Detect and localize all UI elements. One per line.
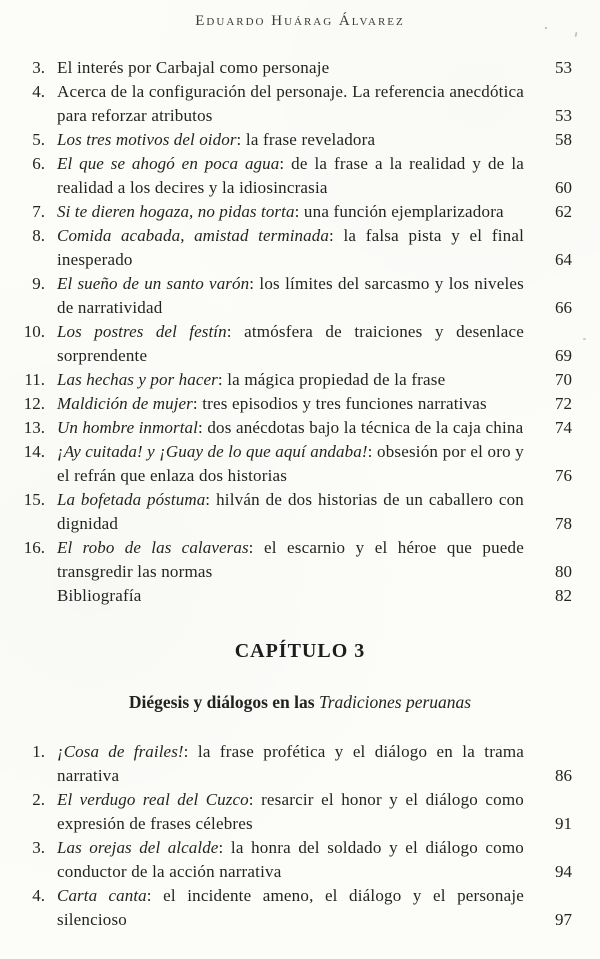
toc-entry-rest: : los límites del sarcasmo y los niveles de narratividad	[57, 274, 524, 317]
toc-entry	[22, 128, 572, 152]
toc-entry-text	[57, 368, 524, 392]
toc-entry-title-italic: Las orejas del alcalde	[57, 838, 219, 857]
toc-entry-page-number: 60	[555, 178, 572, 197]
toc-entry	[22, 152, 572, 200]
toc-entry-rest: : el escarnio y el héroe que puede transgredir las normas	[57, 538, 524, 581]
toc-entry-text	[57, 440, 524, 488]
toc-entry	[22, 56, 572, 80]
toc-entry-rest: : dos anécdotas bajo la técnica de la caja china	[197, 418, 524, 437]
toc-entry-rest: : la frase profética y el diálogo en la trama narrativa	[57, 742, 524, 785]
toc-entry-page-number: 72	[555, 394, 572, 413]
toc-entry-title-italic: Un hombre inmortal	[57, 418, 198, 437]
toc-entry-rest: : la falsa pista y el final inesperado	[57, 226, 524, 269]
toc-chapter2-list	[22, 56, 572, 608]
toc-entry-text	[57, 836, 524, 884]
toc-entry-rest: : una función ejemplarizadora	[294, 202, 504, 221]
toc-entry-text	[57, 392, 524, 416]
toc-entry-number: 10.	[23, 322, 45, 341]
toc-entry-number: 13.	[23, 418, 45, 437]
toc-entry-rest: : tres episodios y tres funciones narrativas	[192, 394, 487, 413]
toc-entry	[22, 836, 572, 884]
chapter-subtitle	[0, 690, 600, 714]
toc-chapter3-list	[22, 740, 572, 932]
toc-entry-text	[57, 740, 524, 788]
toc-entry-title-italic: Maldición de mujer	[57, 394, 193, 413]
toc-entry-rest: : obsesión por el oro y el refrán que enlaza dos historias	[57, 442, 524, 485]
toc-entry-rest: Acerca de la configuración del personaje. La referencia anecdótica para reforzar atributos	[57, 82, 524, 125]
toc-entry-title-italic: El sueño de un santo varón	[57, 274, 250, 293]
toc-entry-title-italic: El que se ahogó en poca agua	[57, 154, 280, 173]
toc-entry-number: 14.	[23, 442, 45, 461]
scan-speck	[545, 27, 547, 29]
toc-entry-rest: El interés por Carbajal como personaje	[57, 58, 330, 77]
toc-entry-page-number: 62	[555, 202, 572, 221]
toc-entry-title-italic: Los postres del festín	[57, 322, 227, 341]
toc-entry-page-number: 66	[555, 298, 572, 317]
toc-entry-text	[57, 56, 524, 80]
toc-entry-number: 4.	[32, 886, 45, 905]
toc-entry-page-number: 97	[555, 910, 572, 929]
toc-entry-title-italic: Carta canta	[57, 886, 147, 905]
toc-entry-title-italic: ¡Ay cuitada! y ¡Guay de lo que aquí andaba!	[57, 442, 368, 461]
toc-entry-title-italic: El robo de las calaveras	[57, 538, 249, 557]
toc-entry-text	[57, 536, 524, 584]
toc-entry	[22, 272, 572, 320]
toc-entry-number: 1.	[32, 742, 45, 761]
toc-entry-number: 5.	[32, 130, 45, 149]
toc-entry-text	[57, 584, 524, 608]
toc-entry	[22, 884, 572, 932]
toc-entry-title-italic: Los tres motivos del oidor	[57, 130, 237, 149]
toc-entry-number: 12.	[23, 394, 45, 413]
toc-entry-number: 16.	[23, 538, 45, 557]
toc-entry-title-italic: La bofetada póstuma	[57, 490, 206, 509]
toc-entry-text	[57, 788, 524, 836]
toc-entry-title-italic: Si te dieren hogaza, no pidas torta	[57, 202, 295, 221]
toc-entry	[22, 392, 572, 416]
toc-entry-rest: : de la frase a la realidad y de la realidad a los decires y la idiosincrasia	[57, 154, 524, 197]
toc-entry-rest: : la honra del soldado y el diálogo como conductor de la acción narrativa	[57, 838, 524, 881]
toc-entry-page-number: 69	[555, 346, 572, 365]
toc-entry-number: 6.	[32, 154, 45, 173]
toc-entry-number: 3.	[32, 58, 45, 77]
toc-entry	[22, 788, 572, 836]
toc-entry-text	[57, 200, 524, 224]
toc-entry	[22, 440, 572, 488]
toc-entry	[22, 224, 572, 272]
toc-entry	[22, 584, 572, 608]
toc-entry	[22, 740, 572, 788]
toc-entry-text	[57, 80, 524, 128]
toc-entry-number: 7.	[32, 202, 45, 221]
toc-entry-number: 2.	[32, 790, 45, 809]
toc-entry-text	[57, 416, 524, 440]
toc-entry-page-number: 53	[555, 106, 572, 125]
toc-entry-text	[57, 272, 524, 320]
toc-entry-page-number: 91	[555, 814, 572, 833]
toc-entry-number: 3.	[32, 838, 45, 857]
toc-entry	[22, 536, 572, 584]
toc-entry-page-number: 86	[555, 766, 572, 785]
toc-entry	[22, 320, 572, 368]
chapter-subtitle-roman: Diégesis y diálogos en las	[128, 692, 319, 712]
toc-entry	[22, 416, 572, 440]
toc-entry-text	[57, 488, 524, 536]
chapter-subtitle-italic-work-title: Tradiciones peruanas	[318, 692, 472, 712]
toc-entry-text	[57, 320, 524, 368]
toc-entry-text	[57, 128, 524, 152]
toc-entry-rest: : resarcir el honor y el diálogo como expresión de frases célebres	[57, 790, 524, 833]
toc-entry	[22, 368, 572, 392]
toc-entry	[22, 488, 572, 536]
toc-entry-page-number: 74	[555, 418, 572, 437]
toc-entry-text	[57, 224, 524, 272]
toc-entry-page-number: 53	[555, 58, 572, 77]
toc-entry-title-italic: El verdugo real del Cuzco	[57, 790, 249, 809]
scan-speck	[575, 32, 578, 37]
toc-entry-number: 4.	[32, 82, 45, 101]
toc-entry-title-italic: ¡Cosa de frailes!	[57, 742, 184, 761]
toc-entry-title-italic: Comida acabada, amistad terminada	[57, 226, 329, 245]
page-header-author: Eduardo Huárag Álvarez	[195, 13, 405, 29]
toc-entry-page-number: 82	[555, 586, 572, 605]
toc-entry-page-number: 80	[555, 562, 572, 581]
toc-entry-page-number: 70	[555, 370, 572, 389]
toc-entry-page-number: 58	[555, 130, 572, 149]
toc-entry-number: 8.	[32, 226, 45, 245]
toc-entry-page-number: 78	[555, 514, 572, 533]
toc-entry-rest: : la frase reveladora	[236, 130, 376, 149]
toc-entry-rest: : el incidente ameno, el diálogo y el personaje silencioso	[57, 886, 524, 929]
toc-entry-number: 9.	[32, 274, 45, 293]
toc-entry-number: 15.	[23, 490, 45, 509]
chapter-heading: CAPÍTULO 3	[234, 640, 366, 662]
scan-speck	[583, 338, 586, 340]
toc-entry-page-number: 64	[555, 250, 572, 269]
toc-entry-page-number: 76	[555, 466, 572, 485]
toc-entry-text	[57, 152, 524, 200]
toc-entry-rest: : la mágica propiedad de la frase	[217, 370, 446, 389]
toc-entry-text	[57, 884, 524, 932]
toc-entry-page-number: 94	[555, 862, 572, 881]
toc-entry	[22, 200, 572, 224]
toc-entry-rest: : hilván de dos historias de un caballero con dignidad	[57, 490, 524, 533]
toc-entry	[22, 80, 572, 128]
toc-entry-rest: : atmósfera de traiciones y desenlace sorprendente	[57, 322, 524, 365]
toc-entry-rest: Bibliografía	[57, 586, 142, 605]
toc-entry-title-italic: Las hechas y por hacer	[57, 370, 218, 389]
toc-entry-number: 11.	[24, 370, 45, 389]
